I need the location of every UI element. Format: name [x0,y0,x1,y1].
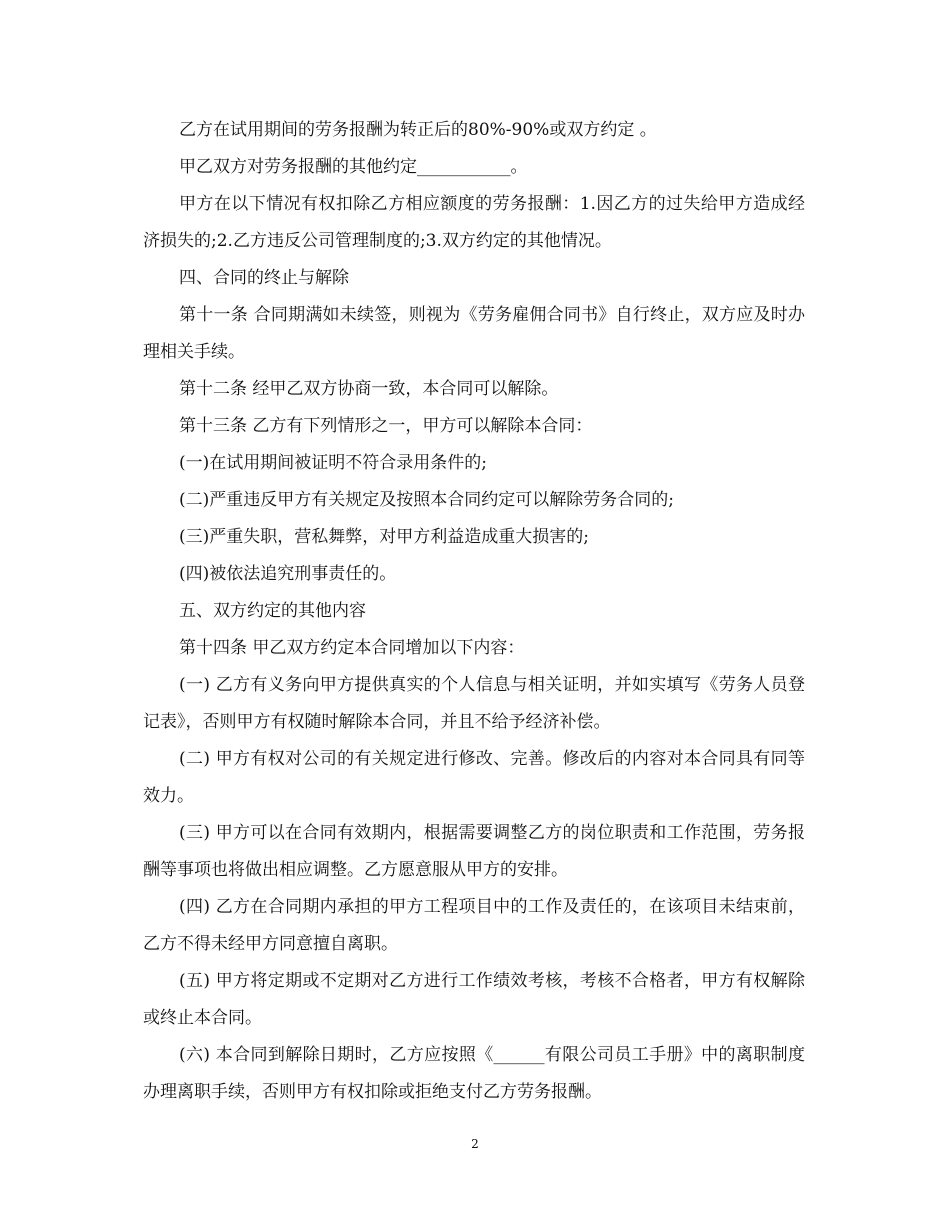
document-body [143,112,805,1111]
article-14-item-4: (四) 乙方在合同期内承担的甲方工程项目中的工作及责任的，在该项目未结束前，乙方不得未经甲方同意擅自离职。 [143,897,805,954]
article-13-item-2: (二)严重违反甲方有关规定及按照本合同约定可以解除劳务合同的; [179,490,674,510]
article-14-item-5: (五) 甲方将定期或不定期对乙方进行工作绩效考核，考核不合格者，甲方有权解除或终止本合同。 [143,971,805,1028]
paragraph-pay-deduction: 甲方在以下情况有权扣除乙方相应额度的劳务报酬：1.因乙方的过失给甲方造成经济损失的;2.乙方违反公司管理制度的;3.双方约定的其他情况。 [143,194,805,251]
article-13-item-4: (四)被依法追究刑事责任的。 [179,564,397,584]
article-13: 第十三条 乙方有下列情形之一，甲方可以解除本合同： [179,416,593,436]
article-13-item-3: (三)严重失职，营私舞弊，对甲方利益造成重大损害的; [179,527,589,547]
article-12: 第十二条 经甲乙双方协商一致，本合同可以解除。 [179,379,559,399]
section-heading-termination: 四、合同的终止与解除 [179,268,349,288]
article-14-item-1: (一) 乙方有义务向甲方提供真实的个人信息与相关证明，并如实填写《劳务人员登记表》，否则甲方有权随时解除本合同，并且不给予经济补偿。 [143,675,805,732]
article-11: 第十一条 合同期满如未续签，则视为《劳务雇佣合同书》自行终止，双方应及时办理相关手续。 [143,305,805,362]
article-13-item-1: (一)在试用期间被证明不符合录用条件的; [179,453,487,473]
paragraph-other-pay-agreement: 甲乙双方对劳务报酬的其他约定___________。 [179,157,528,177]
article-14-item-3: (三) 甲方可以在合同有效期内，根据需要调整乙方的岗位职责和工作范围，劳务报酬等事项也将做出相应调整。乙方愿意服从甲方的安排。 [143,823,805,880]
article-14: 第十四条 甲乙双方约定本合同增加以下内容： [179,638,525,658]
section-heading-other-terms: 五、双方约定的其他内容 [179,601,366,621]
page-number: 2 [471,1137,479,1151]
article-14-item-2: (二) 甲方有权对公司的有关规定进行修改、完善。修改后的内容对本合同具有同等效力。 [143,749,805,806]
paragraph-probation-pay: 乙方在试用期间的劳务报酬为转正后的80%-90%或双方约定 。 [179,120,657,140]
article-14-item-6: (六) 本合同到解除日期时，乙方应按照《______有限公司员工手册》中的离职制度办理离职手续，否则甲方有权扣除或拒绝支付乙方劳务报酬。 [143,1045,805,1102]
